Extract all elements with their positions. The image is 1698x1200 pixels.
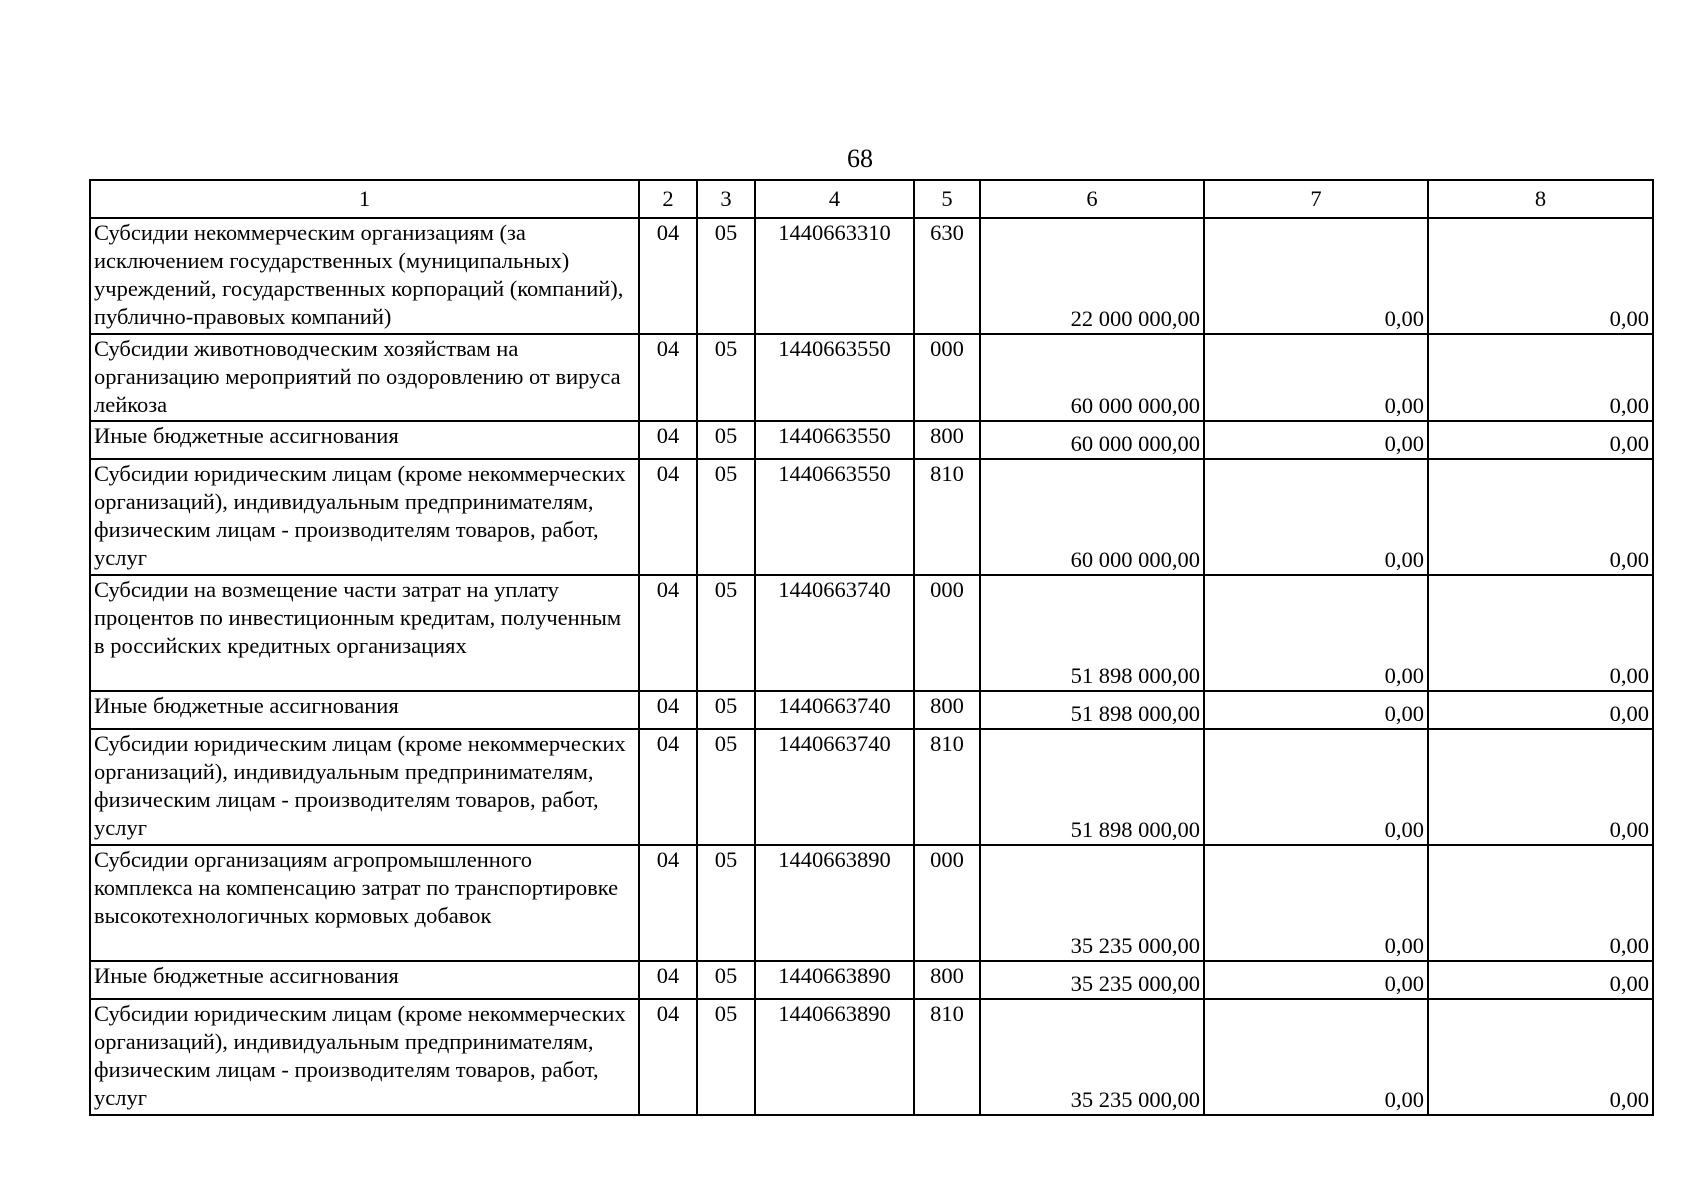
column-number: 4 [755, 180, 914, 218]
row-name: Иные бюджетные ассигнования [90, 691, 639, 729]
table-row [90, 575, 1653, 691]
amount-col6: 35 235 000,00 [980, 999, 1204, 1115]
amount-col8: 0,00 [1428, 999, 1653, 1115]
expense-type-code: 810 [914, 729, 980, 845]
section-code: 04 [639, 575, 697, 691]
target-article-code: 1440663550 [755, 421, 914, 459]
table-row [90, 845, 1653, 961]
target-article-code: 1440663890 [755, 845, 914, 961]
section-code: 04 [639, 459, 697, 575]
column-number: 6 [980, 180, 1204, 218]
page-number: 68 [847, 144, 873, 173]
amount-col7: 0,00 [1204, 421, 1428, 459]
target-article-code: 1440663550 [755, 334, 914, 421]
amount-col8: 0,00 [1428, 575, 1653, 691]
amount-col6: 35 235 000,00 [980, 961, 1204, 999]
subsection-code: 05 [697, 961, 755, 999]
subsection-code: 05 [697, 575, 755, 691]
column-number: 3 [697, 180, 755, 218]
row-name: Субсидии юридическим лицам (кроме некоммерческих организаций), индивидуальным предпринимателям, физическим лицам - производителям товаров, работ, услуг [90, 999, 639, 1115]
table-row [90, 334, 1653, 421]
amount-col7: 0,00 [1204, 729, 1428, 845]
table-row [90, 421, 1653, 459]
section-code: 04 [639, 845, 697, 961]
amount-col7: 0,00 [1204, 334, 1428, 421]
target-article-code: 1440663890 [755, 999, 914, 1115]
subsection-code: 05 [697, 729, 755, 845]
amount-col8: 0,00 [1428, 729, 1653, 845]
amount-col7: 0,00 [1204, 845, 1428, 961]
table-row [90, 459, 1653, 575]
expense-type-code: 800 [914, 421, 980, 459]
subsection-code: 05 [697, 691, 755, 729]
amount-col7: 0,00 [1204, 218, 1428, 334]
expense-type-code: 630 [914, 218, 980, 334]
amount-col8: 0,00 [1428, 218, 1653, 334]
expense-type-code: 800 [914, 961, 980, 999]
table-row [90, 961, 1653, 999]
subsection-code: 05 [697, 459, 755, 575]
amount-col8: 0,00 [1428, 421, 1653, 459]
row-name: Иные бюджетные ассигнования [90, 961, 639, 999]
table-row [90, 999, 1653, 1115]
target-article-code: 1440663550 [755, 459, 914, 575]
amount-col8: 0,00 [1428, 459, 1653, 575]
section-code: 04 [639, 729, 697, 845]
column-number: 5 [914, 180, 980, 218]
target-article-code: 1440663740 [755, 729, 914, 845]
amount-col7: 0,00 [1204, 999, 1428, 1115]
expense-type-code: 000 [914, 575, 980, 691]
amount-col6: 60 000 000,00 [980, 334, 1204, 421]
amount-col8: 0,00 [1428, 691, 1653, 729]
amount-col6: 60 000 000,00 [980, 421, 1204, 459]
expense-type-code: 000 [914, 845, 980, 961]
row-name: Субсидии юридическим лицам (кроме некоммерческих организаций), индивидуальным предпринимателям, физическим лицам - производителям товаров, работ, услуг [90, 729, 639, 845]
row-name: Иные бюджетные ассигнования [90, 421, 639, 459]
amount-col6: 51 898 000,00 [980, 575, 1204, 691]
row-name: Субсидии организациям агропромышленного комплекса на компенсацию затрат по транспортировке высокотехнологичных кормовых добавок [90, 845, 639, 961]
table-row [90, 218, 1653, 334]
target-article-code: 1440663740 [755, 691, 914, 729]
expense-type-code: 800 [914, 691, 980, 729]
row-name: Субсидии юридическим лицам (кроме некоммерческих организаций), индивидуальным предпринимателям, физическим лицам - производителям товаров, работ, услуг [90, 459, 639, 575]
amount-col7: 0,00 [1204, 691, 1428, 729]
table-row [90, 691, 1653, 729]
amount-col7: 0,00 [1204, 459, 1428, 575]
amount-col8: 0,00 [1428, 845, 1653, 961]
section-code: 04 [639, 218, 697, 334]
amount-col8: 0,00 [1428, 961, 1653, 999]
amount-col8: 0,00 [1428, 334, 1653, 421]
expense-type-code: 000 [914, 334, 980, 421]
column-number: 7 [1204, 180, 1428, 218]
row-name: Субсидии на возмещение части затрат на уплату процентов по инвестиционным кредитам, полученным в российских кредитных организациях [90, 575, 639, 691]
section-code: 04 [639, 961, 697, 999]
table-row [90, 729, 1653, 845]
column-number: 2 [639, 180, 697, 218]
target-article-code: 1440663310 [755, 218, 914, 334]
row-name: Субсидии животноводческим хозяйствам на организацию мероприятий по оздоровлению от вируса лейкоза [90, 334, 639, 421]
amount-col6: 22 000 000,00 [980, 218, 1204, 334]
amount-col6: 51 898 000,00 [980, 691, 1204, 729]
subsection-code: 05 [697, 999, 755, 1115]
target-article-code: 1440663890 [755, 961, 914, 999]
column-number: 8 [1428, 180, 1653, 218]
budget-table [89, 179, 1654, 1116]
subsection-code: 05 [697, 334, 755, 421]
amount-col6: 60 000 000,00 [980, 459, 1204, 575]
subsection-code: 05 [697, 218, 755, 334]
section-code: 04 [639, 334, 697, 421]
amount-col6: 35 235 000,00 [980, 845, 1204, 961]
expense-type-code: 810 [914, 999, 980, 1115]
column-number: 1 [90, 180, 639, 218]
amount-col7: 0,00 [1204, 961, 1428, 999]
section-code: 04 [639, 421, 697, 459]
section-code: 04 [639, 691, 697, 729]
section-code: 04 [639, 999, 697, 1115]
column-number-row [90, 180, 1653, 218]
target-article-code: 1440663740 [755, 575, 914, 691]
subsection-code: 05 [697, 421, 755, 459]
expense-type-code: 810 [914, 459, 980, 575]
amount-col6: 51 898 000,00 [980, 729, 1204, 845]
amount-col7: 0,00 [1204, 575, 1428, 691]
row-name: Субсидии некоммерческим организациям (за исключением государственных (муниципальных) учреждений, государственных корпораций (компаний), публично-правовых компаний) [90, 218, 639, 334]
subsection-code: 05 [697, 845, 755, 961]
